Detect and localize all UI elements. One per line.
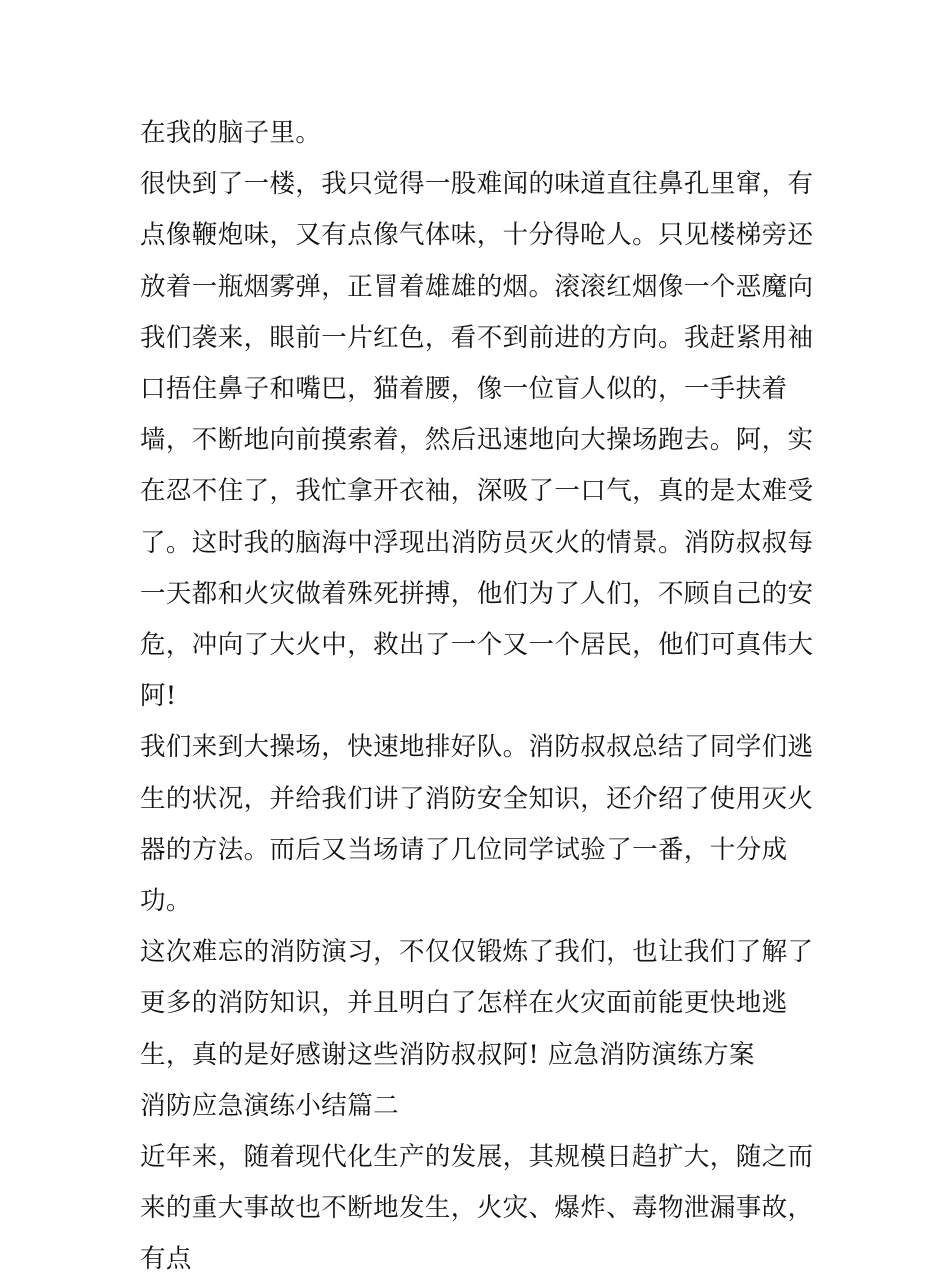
paragraph-5: 近年来，随着现代化生产的发展，其规模日趋扩大，随之而来的重大事故也不断地发生，火灾、爆炸、毒物泄漏事故，有点	[140, 1142, 814, 1275]
paragraph-3: 我们来到大操场，快速地排好队。消防叔叔总结了同学们逃生的状况，并给我们讲了消防安全知识，还介绍了使用灭火器的方法。而后又当场请了几位同学试验了一番，十分成功。	[140, 732, 814, 917]
section-heading: 消防应急演练小结篇二	[140, 1090, 400, 1121]
paragraph-4: 这次难忘的消防演习，不仅仅锻炼了我们，也让我们了解了更多的消防知识，并且明白了怎样在火灾面前能更快地逃生，真的是好感谢这些消防叔叔阿! 应急消防演练方案	[140, 937, 814, 1070]
document-body	[140, 108, 815, 1286]
paragraph-1: 在我的脑子里。	[140, 118, 322, 148]
paragraph-2: 很快到了一楼，我只觉得一股难闻的味道直往鼻孔里窜，有点像鞭炮味，又有点像气体味，十分得呛人。只见楼梯旁还放着一瓶烟雾弹，正冒着雄雄的烟。滚滚红烟像一个恶魔向我们袭来，眼前一片红色，看不到前进的方向。我赶紧用袖口捂住鼻子和嘴巴，猫着腰，像一位盲人似的，一手扶着墙，不断地向前摸索着，然后迅速地向大操场跑去。阿，实在忍不住了，我忙拿开衣袖，深吸了一口气，真的是太难受了。这时我的脑海中浮现出消防员灭火的情景。消防叔叔每一天都和火灾做着殊死拼搏，他们为了人们，不顾自己的安危，冲向了大火中，救出了一个又一个居民，他们可真伟大阿!	[140, 169, 814, 712]
